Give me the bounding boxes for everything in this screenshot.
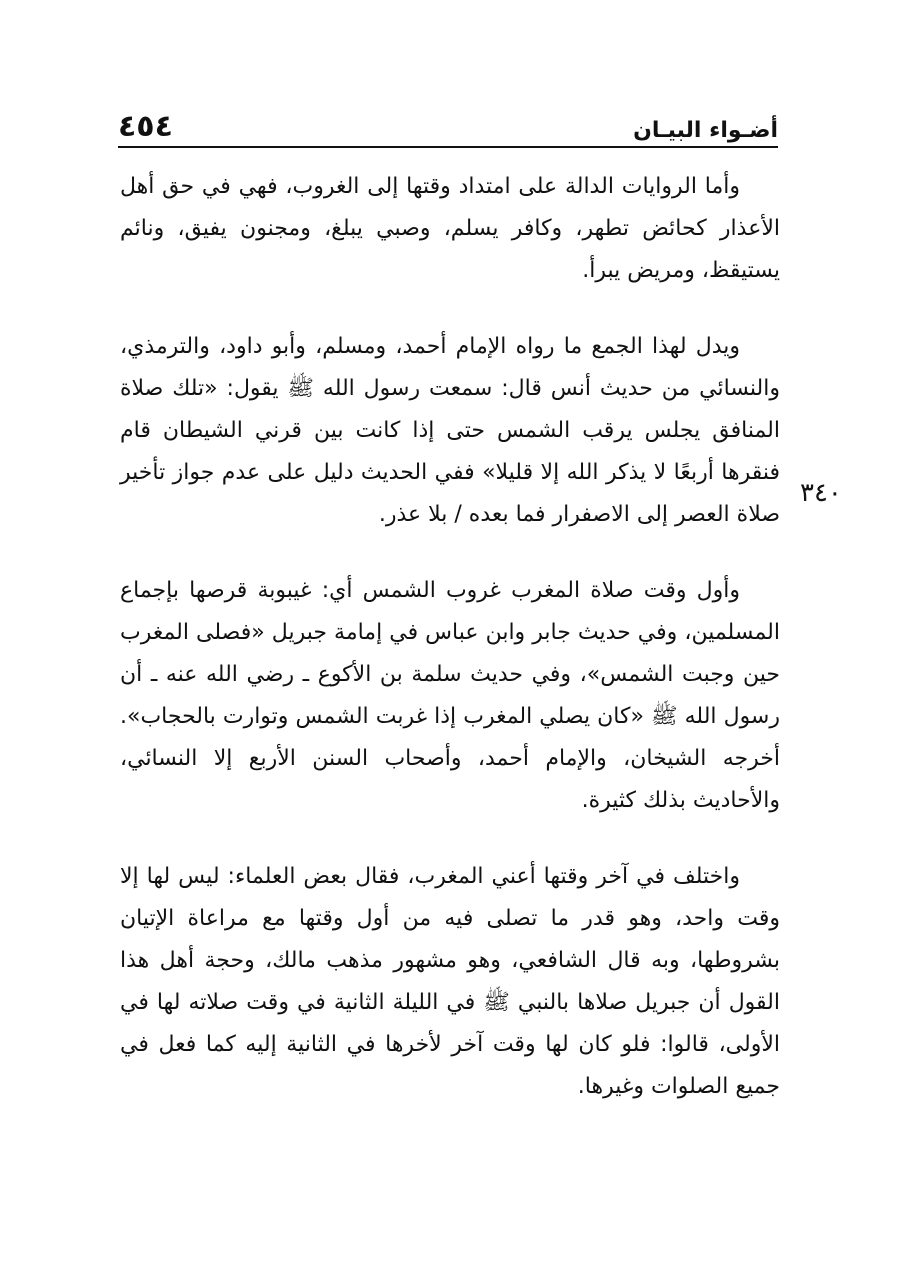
header-rule — [118, 146, 778, 148]
paragraph-2: ويدل لهذا الجمع ما رواه الإمام أحمد، ومسلم، وأبو داود، والترمذي، والنسائي من حديث أنس قال: سمعت رسول الله ﷺ يقول: «تلك صلاة المنافق يجلس يرقب الشمس حتى إذا كانت بين قرني الشيطان قام فنقرها أربعًا لا يذكر الله إلا قليلا» ففي الحديث دليل على عدم جواز تأخير صلاة العصر إلى الاصفرار فما بعده / بلا عذر. — [120, 334, 780, 527]
running-header — [118, 100, 778, 142]
page-number: ٤٥٤ — [118, 109, 173, 144]
paragraph-1: وأما الروايات الدالة على امتداد وقتها إلى الغروب، فهي في حق أهل الأعذار كحائض تطهر، وكافر يسلم، وصبي يبلغ، ومجنون يفيق، ونائم يستيقظ، ومريض يبرأ. — [120, 174, 780, 283]
body-text — [120, 166, 780, 1108]
paragraph-3: وأول وقت صلاة المغرب غروب الشمس أي: غيبوبة قرصها بإجماع المسلمين، وفي حديث جابر وابن عباس في إمامة جبريل «فصلى المغرب حين وجبت الشمس»، وفي حديث سلمة بن الأكوع ـ رضي الله عنه ـ أن رسول الله ﷺ «كان يصلي المغرب إذا غربت الشمس وتوارت بالحجاب». أخرجه الشيخان، والإمام أحمد، وأصحاب السنن الأربع إلا النسائي، والأحاديث بذلك كثيرة. — [120, 578, 780, 813]
book-title: أضـواء البيـان — [633, 118, 778, 143]
margin-folio-number: ٣٤٠ — [800, 478, 842, 508]
paragraph-4: واختلف في آخر وقتها أعني المغرب، فقال بعض العلماء: ليس لها إلا وقت واحد، وهو قدر ما تصلى فيه من أول وقتها مع مراعاة الإتيان بشروطها، وبه قال الشافعي، وهو مشهور مذهب مالك، وحجة أهل هذا القول أن جبريل صلاها بالنبي ﷺ في الليلة الثانية في وقت صلاته لها في الأولى، قالوا: فلو كان لها وقت آخر لأخرها في الثانية إليه كما فعل في جميع الصلوات وغيرها. — [120, 864, 780, 1099]
